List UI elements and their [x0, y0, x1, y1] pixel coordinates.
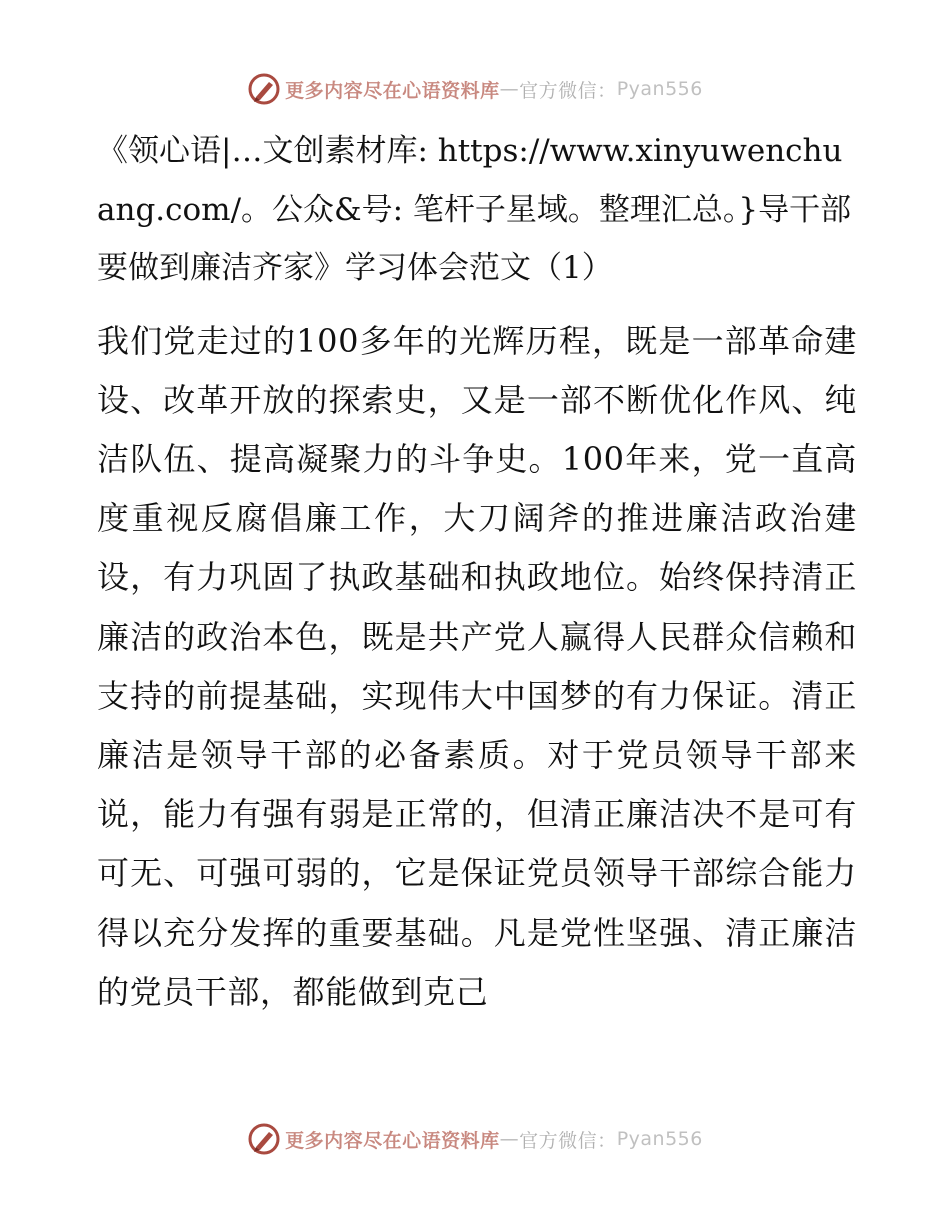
document-title: 《领心语|…文创素材库: https://www.xinyuwenchuang.com/。公众&号: 笔杆子星域。整理汇总。}导干部要做到廉洁齐家》学习体会范文（1）: [97, 133, 852, 286]
banner-wechat-id: Pyan556: [616, 1128, 703, 1150]
banner-main-text: 更多内容尽在心语资料库: [285, 1129, 500, 1152]
banner-main-text: 更多内容尽在心语资料库: [285, 79, 500, 102]
document-body: [97, 122, 857, 1022]
banner-separator: —: [499, 78, 520, 100]
banner-official-label: 官方微信：: [519, 1129, 617, 1152]
pen-circle-logo-icon: [247, 72, 281, 106]
banner-wechat-id: Pyan556: [616, 78, 703, 100]
banner-separator: —: [499, 1128, 520, 1150]
footer-banner: [0, 1122, 950, 1156]
document-paragraph: 我们党走过的100多年的光辉历程，既是一部革命建设、改革开放的探索史，又是一部不断优化作风、纯洁队伍、提高凝聚力的斗争史。100年来，党一直高度重视反腐倡廉工作，大刀阔斧的推进廉洁政治建设，有力巩固了执政基础和执政地位。始终保持清正廉洁的政治本色，既是共产党人赢得人民群众信赖和支持的前提基础，实现伟大中国梦的有力保证。清正廉洁是领导干部的必备素质。对于党员领导干部来说，能力有强有弱是正常的，但清正廉洁决不是可有可无、可强可弱的，它是保证党员领导干部综合能力得以充分发挥的重要基础。凡是党性坚强、清正廉洁的党员干部，都能做到克己: [97, 321, 857, 1011]
pen-circle-logo-icon: [247, 1122, 281, 1156]
banner-official-label: 官方微信：: [519, 79, 617, 102]
header-banner: [0, 72, 950, 106]
